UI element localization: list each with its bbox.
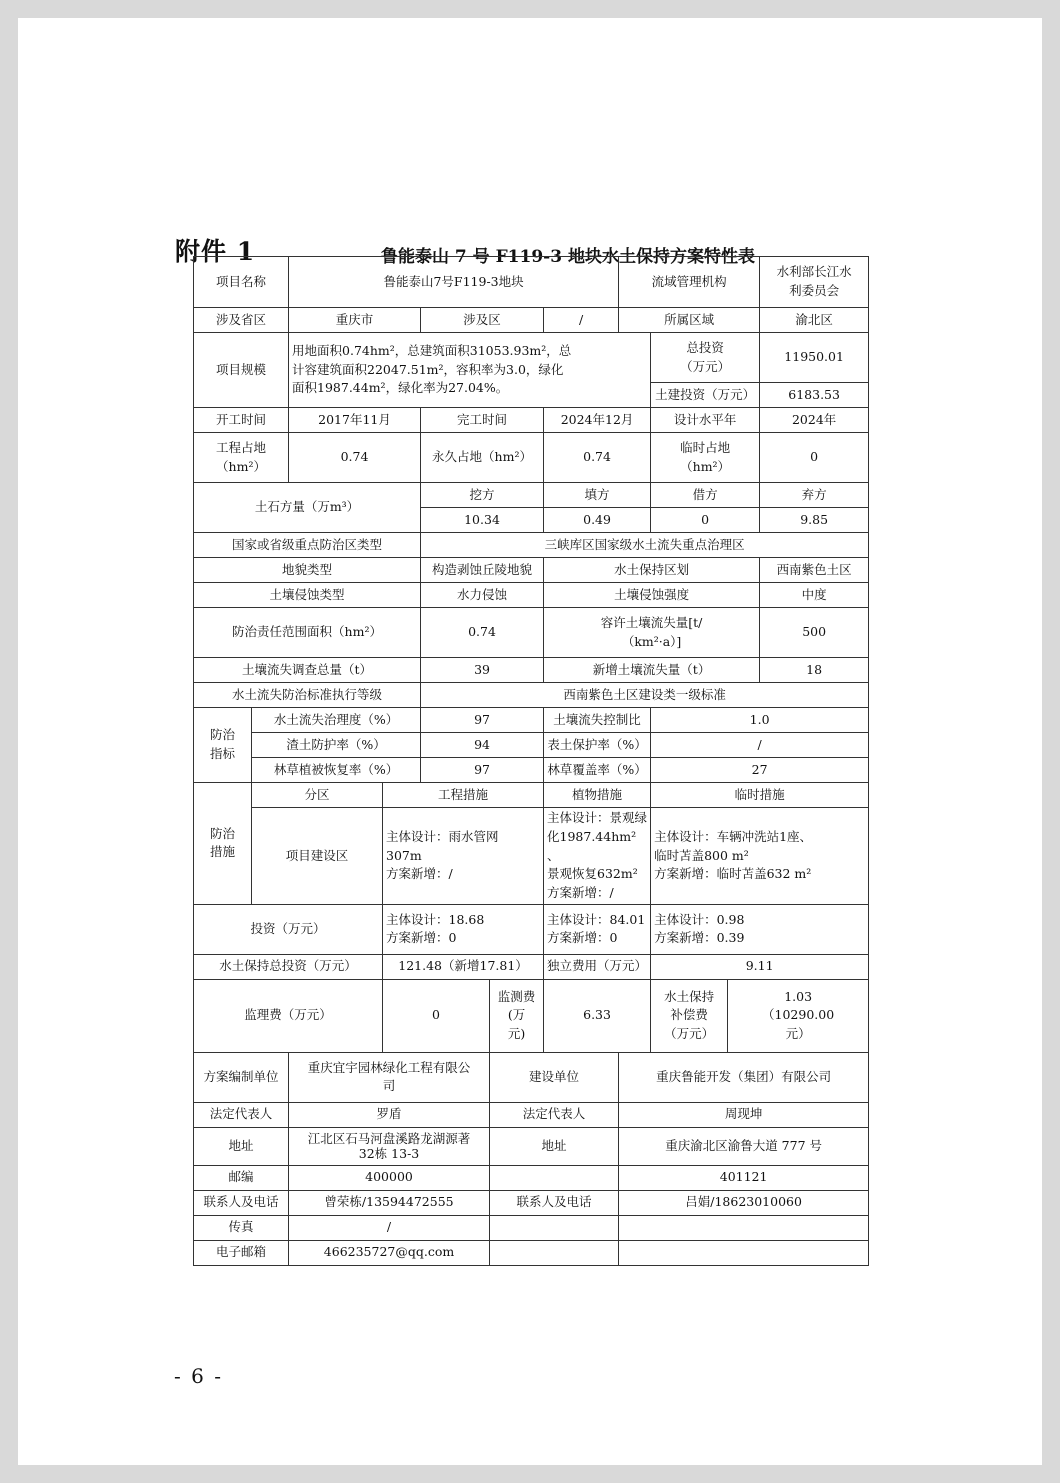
design-year-label: 设计水平年 bbox=[651, 408, 760, 433]
region-label: 所属区域 bbox=[619, 308, 760, 333]
allowable-loss-label: 容许土壤流失量[t/ （km²·a）] bbox=[544, 608, 760, 658]
target-topsoil-rate-value: / bbox=[651, 733, 869, 758]
zone-value: 项目建设区 bbox=[252, 808, 383, 905]
independent-cost-label: 独立费用（万元） bbox=[544, 954, 651, 979]
new-loss-label: 新增土壤流失量（t） bbox=[544, 658, 760, 683]
swc-zoning-value: 西南紫色土区 bbox=[760, 558, 869, 583]
prep-postcode-value: 400000 bbox=[289, 1165, 490, 1190]
target-control-rate-label: 水土流失治理度（%） bbox=[252, 708, 421, 733]
build-postcode-label bbox=[490, 1165, 619, 1190]
fill-label: 填方 bbox=[544, 483, 651, 508]
targets-label: 防治 指标 bbox=[194, 708, 252, 783]
table-row bbox=[194, 483, 869, 508]
excavation-label: 挖方 bbox=[421, 483, 544, 508]
total-invest-label: 总投资 （万元） bbox=[651, 333, 760, 383]
table-row bbox=[194, 558, 869, 583]
build-contact-value: 吕娟/18623010060 bbox=[619, 1190, 869, 1215]
table-row bbox=[194, 979, 869, 1052]
prep-unit-label: 方案编制单位 bbox=[194, 1052, 289, 1102]
borrow-label: 借方 bbox=[651, 483, 760, 508]
erosion-intensity-value: 中度 bbox=[760, 583, 869, 608]
target-control-rate-value: 97 bbox=[421, 708, 544, 733]
borrow-value: 0 bbox=[651, 508, 760, 533]
permanent-land-value: 0.74 bbox=[544, 433, 651, 483]
build-legal-rep-value: 周现坤 bbox=[619, 1102, 869, 1127]
swc-total-invest-value: 121.48（新增17.81） bbox=[383, 954, 544, 979]
end-time-value: 2024年12月 bbox=[544, 408, 651, 433]
civil-invest-label: 土建投资（万元） bbox=[651, 383, 760, 408]
empty-cell bbox=[490, 1240, 619, 1265]
temporary-land-label: 临时占地 （hm²） bbox=[651, 433, 760, 483]
erosion-type-label: 土壤侵蚀类型 bbox=[194, 583, 421, 608]
resp-area-value: 0.74 bbox=[421, 608, 544, 658]
table-row bbox=[194, 758, 869, 783]
table-row bbox=[194, 1165, 869, 1190]
table-row bbox=[194, 583, 869, 608]
table-row bbox=[194, 408, 869, 433]
landform-value: 构造剥蚀丘陵地貌 bbox=[421, 558, 544, 583]
table-row bbox=[194, 308, 869, 333]
province-value: 重庆市 bbox=[289, 308, 421, 333]
build-legal-rep-label: 法定代表人 bbox=[490, 1102, 619, 1127]
table-row bbox=[194, 658, 869, 683]
empty-cell bbox=[619, 1215, 869, 1240]
table-row bbox=[194, 1240, 869, 1265]
prep-contact-value: 曾荣栋/13594472555 bbox=[289, 1190, 490, 1215]
invest-temp-value: 主体设计：0.98 方案新增：0.39 bbox=[651, 904, 869, 954]
swc-zoning-label: 水土保持区划 bbox=[544, 558, 760, 583]
project-name-label: 项目名称 bbox=[194, 257, 289, 308]
excavation-value: 10.34 bbox=[421, 508, 544, 533]
supervision-label: 监理费（万元） bbox=[194, 979, 383, 1052]
target-forest-cover-label: 林草覆盖率（%） bbox=[544, 758, 651, 783]
target-veg-recovery-value: 97 bbox=[421, 758, 544, 783]
build-address-label: 地址 bbox=[490, 1127, 619, 1165]
target-veg-recovery-label: 林草植被恢复率（%） bbox=[252, 758, 421, 783]
target-forest-cover-value: 27 bbox=[651, 758, 869, 783]
prep-postcode-label: 邮编 bbox=[194, 1165, 289, 1190]
permanent-land-label: 永久占地（hm²） bbox=[421, 433, 544, 483]
table-row bbox=[194, 533, 869, 558]
key-zone-type-label: 国家或省级重点防治区类型 bbox=[194, 533, 421, 558]
scale-label: 项目规模 bbox=[194, 333, 289, 408]
eng-measures-header: 工程措施 bbox=[383, 783, 544, 808]
target-loss-ratio-value: 1.0 bbox=[651, 708, 869, 733]
attachment-label: 附件 1 bbox=[175, 237, 256, 266]
build-unit-value: 重庆鲁能开发（集团）有限公司 bbox=[619, 1052, 869, 1102]
earthwork-label: 土石方量（万m³） bbox=[194, 483, 421, 533]
build-contact-label: 联系人及电话 bbox=[490, 1190, 619, 1215]
table-row bbox=[194, 333, 869, 383]
zone-header: 分区 bbox=[252, 783, 383, 808]
monitoring-label: 监测费(万 元) bbox=[490, 979, 544, 1052]
target-loss-ratio-label: 土壤流失控制比 bbox=[544, 708, 651, 733]
allowable-loss-value: 500 bbox=[760, 608, 869, 658]
monitoring-value: 6.33 bbox=[544, 979, 651, 1052]
table-row bbox=[194, 783, 869, 808]
temp-measures-header: 临时措施 bbox=[651, 783, 869, 808]
table-row bbox=[194, 1215, 869, 1240]
prep-email-label: 电子邮箱 bbox=[194, 1240, 289, 1265]
key-zone-type-value: 三峡库区国家级水土流失重点治理区 bbox=[421, 533, 869, 558]
start-time-value: 2017年11月 bbox=[289, 408, 421, 433]
total-invest-value: 11950.01 bbox=[760, 333, 869, 383]
design-year-value: 2024年 bbox=[760, 408, 869, 433]
compensation-label: 水土保持 补偿费 （万元） bbox=[651, 979, 728, 1052]
swc-total-invest-label: 水土保持总投资（万元） bbox=[194, 954, 383, 979]
table-row bbox=[194, 1127, 869, 1165]
prep-email-value: 466235727@qq.com bbox=[289, 1240, 490, 1265]
temporary-land-value: 0 bbox=[760, 433, 869, 483]
region-value: 渝北区 bbox=[760, 308, 869, 333]
spoil-label: 弃方 bbox=[760, 483, 869, 508]
measures-label: 防治 措施 bbox=[194, 783, 252, 905]
target-slag-rate-value: 94 bbox=[421, 733, 544, 758]
veg-measures-header: 植物措施 bbox=[544, 783, 651, 808]
table-row bbox=[194, 708, 869, 733]
erosion-type-value: 水力侵蚀 bbox=[421, 583, 544, 608]
table-row bbox=[194, 683, 869, 708]
spoil-value: 9.85 bbox=[760, 508, 869, 533]
eng-measures-value: 主体设计：雨水管网 307m 方案新增：/ bbox=[383, 808, 544, 905]
prep-unit-value: 重庆宜宇园林绿化工程有限公 司 bbox=[289, 1052, 490, 1102]
basin-agency-value: 水利部长江水 利委员会 bbox=[760, 257, 869, 308]
table-row bbox=[194, 1052, 869, 1102]
land-value: 0.74 bbox=[289, 433, 421, 483]
prep-fax-label: 传真 bbox=[194, 1215, 289, 1240]
district-value: / bbox=[544, 308, 619, 333]
standard-level-value: 西南紫色土区建设类一级标准 bbox=[421, 683, 869, 708]
feature-table bbox=[193, 256, 869, 1266]
independent-cost-value: 9.11 bbox=[651, 954, 869, 979]
prep-address-label: 地址 bbox=[194, 1127, 289, 1165]
scale-value: 用地面积0.74hm²，总建筑面积31053.93m²，总 计容建筑面积22047.51m²，容积率为3.0，绿化 面积1987.44m²，绿化率为27.04%。 bbox=[289, 333, 651, 408]
survey-total-label: 土壤流失调查总量（t） bbox=[194, 658, 421, 683]
landform-label: 地貌类型 bbox=[194, 558, 421, 583]
build-address-value: 重庆渝北区渝鲁大道 777 号 bbox=[619, 1127, 869, 1165]
table-row bbox=[194, 954, 869, 979]
temp-measures-value: 主体设计：车辆冲洗站1座、 临时苫盖800 m² 方案新增：临时苫盖632 m² bbox=[651, 808, 869, 905]
compensation-value: 1.03 （10290.00 元） bbox=[728, 979, 869, 1052]
survey-total-value: 39 bbox=[421, 658, 544, 683]
basin-agency-label: 流域管理机构 bbox=[619, 257, 760, 308]
page-number: - 6 - bbox=[174, 1364, 223, 1388]
empty-cell bbox=[490, 1215, 619, 1240]
district-label: 涉及区 bbox=[421, 308, 544, 333]
start-time-label: 开工时间 bbox=[194, 408, 289, 433]
build-unit-label: 建设单位 bbox=[490, 1052, 619, 1102]
table-row bbox=[194, 1102, 869, 1127]
new-loss-value: 18 bbox=[760, 658, 869, 683]
table-row bbox=[194, 1190, 869, 1215]
empty-cell bbox=[619, 1240, 869, 1265]
prep-legal-rep-label: 法定代表人 bbox=[194, 1102, 289, 1127]
standard-level-label: 水土流失防治标准执行等级 bbox=[194, 683, 421, 708]
table-row bbox=[194, 433, 869, 483]
table-row bbox=[194, 904, 869, 954]
target-slag-rate-label: 渣土防护率（%） bbox=[252, 733, 421, 758]
fill-value: 0.49 bbox=[544, 508, 651, 533]
investment-label: 投资（万元） bbox=[194, 904, 383, 954]
table-row bbox=[194, 733, 869, 758]
civil-invest-value: 6183.53 bbox=[760, 383, 869, 408]
end-time-label: 完工时间 bbox=[421, 408, 544, 433]
table-row bbox=[194, 808, 869, 905]
invest-veg-value: 主体设计：84.01 方案新增：0 bbox=[544, 904, 651, 954]
resp-area-label: 防治责任范围面积（hm²） bbox=[194, 608, 421, 658]
target-topsoil-rate-label: 表土保护率（%） bbox=[544, 733, 651, 758]
prep-address-value: 江北区石马河盘溪路龙湖源著 32栋 13-3 bbox=[289, 1127, 490, 1165]
prep-contact-label: 联系人及电话 bbox=[194, 1190, 289, 1215]
table-row bbox=[194, 608, 869, 658]
erosion-intensity-label: 土壤侵蚀强度 bbox=[544, 583, 760, 608]
veg-measures-value: 主体设计：景观绿 化1987.44hm² 、 景观恢复632m² 方案新增：/ bbox=[544, 808, 651, 905]
table-row bbox=[194, 257, 869, 308]
prep-fax-value: / bbox=[289, 1215, 490, 1240]
build-postcode-value: 401121 bbox=[619, 1165, 869, 1190]
supervision-value: 0 bbox=[383, 979, 490, 1052]
land-label: 工程占地 （hm²） bbox=[194, 433, 289, 483]
province-label: 涉及省区 bbox=[194, 308, 289, 333]
document-title: 鲁能泰山 7 号 F119-3 地块水土保持方案特性表 bbox=[381, 247, 755, 267]
invest-eng-value: 主体设计：18.68 方案新增：0 bbox=[383, 904, 544, 954]
project-name-value: 鲁能泰山7号F119-3地块 bbox=[289, 257, 619, 308]
prep-legal-rep-value: 罗盾 bbox=[289, 1102, 490, 1127]
